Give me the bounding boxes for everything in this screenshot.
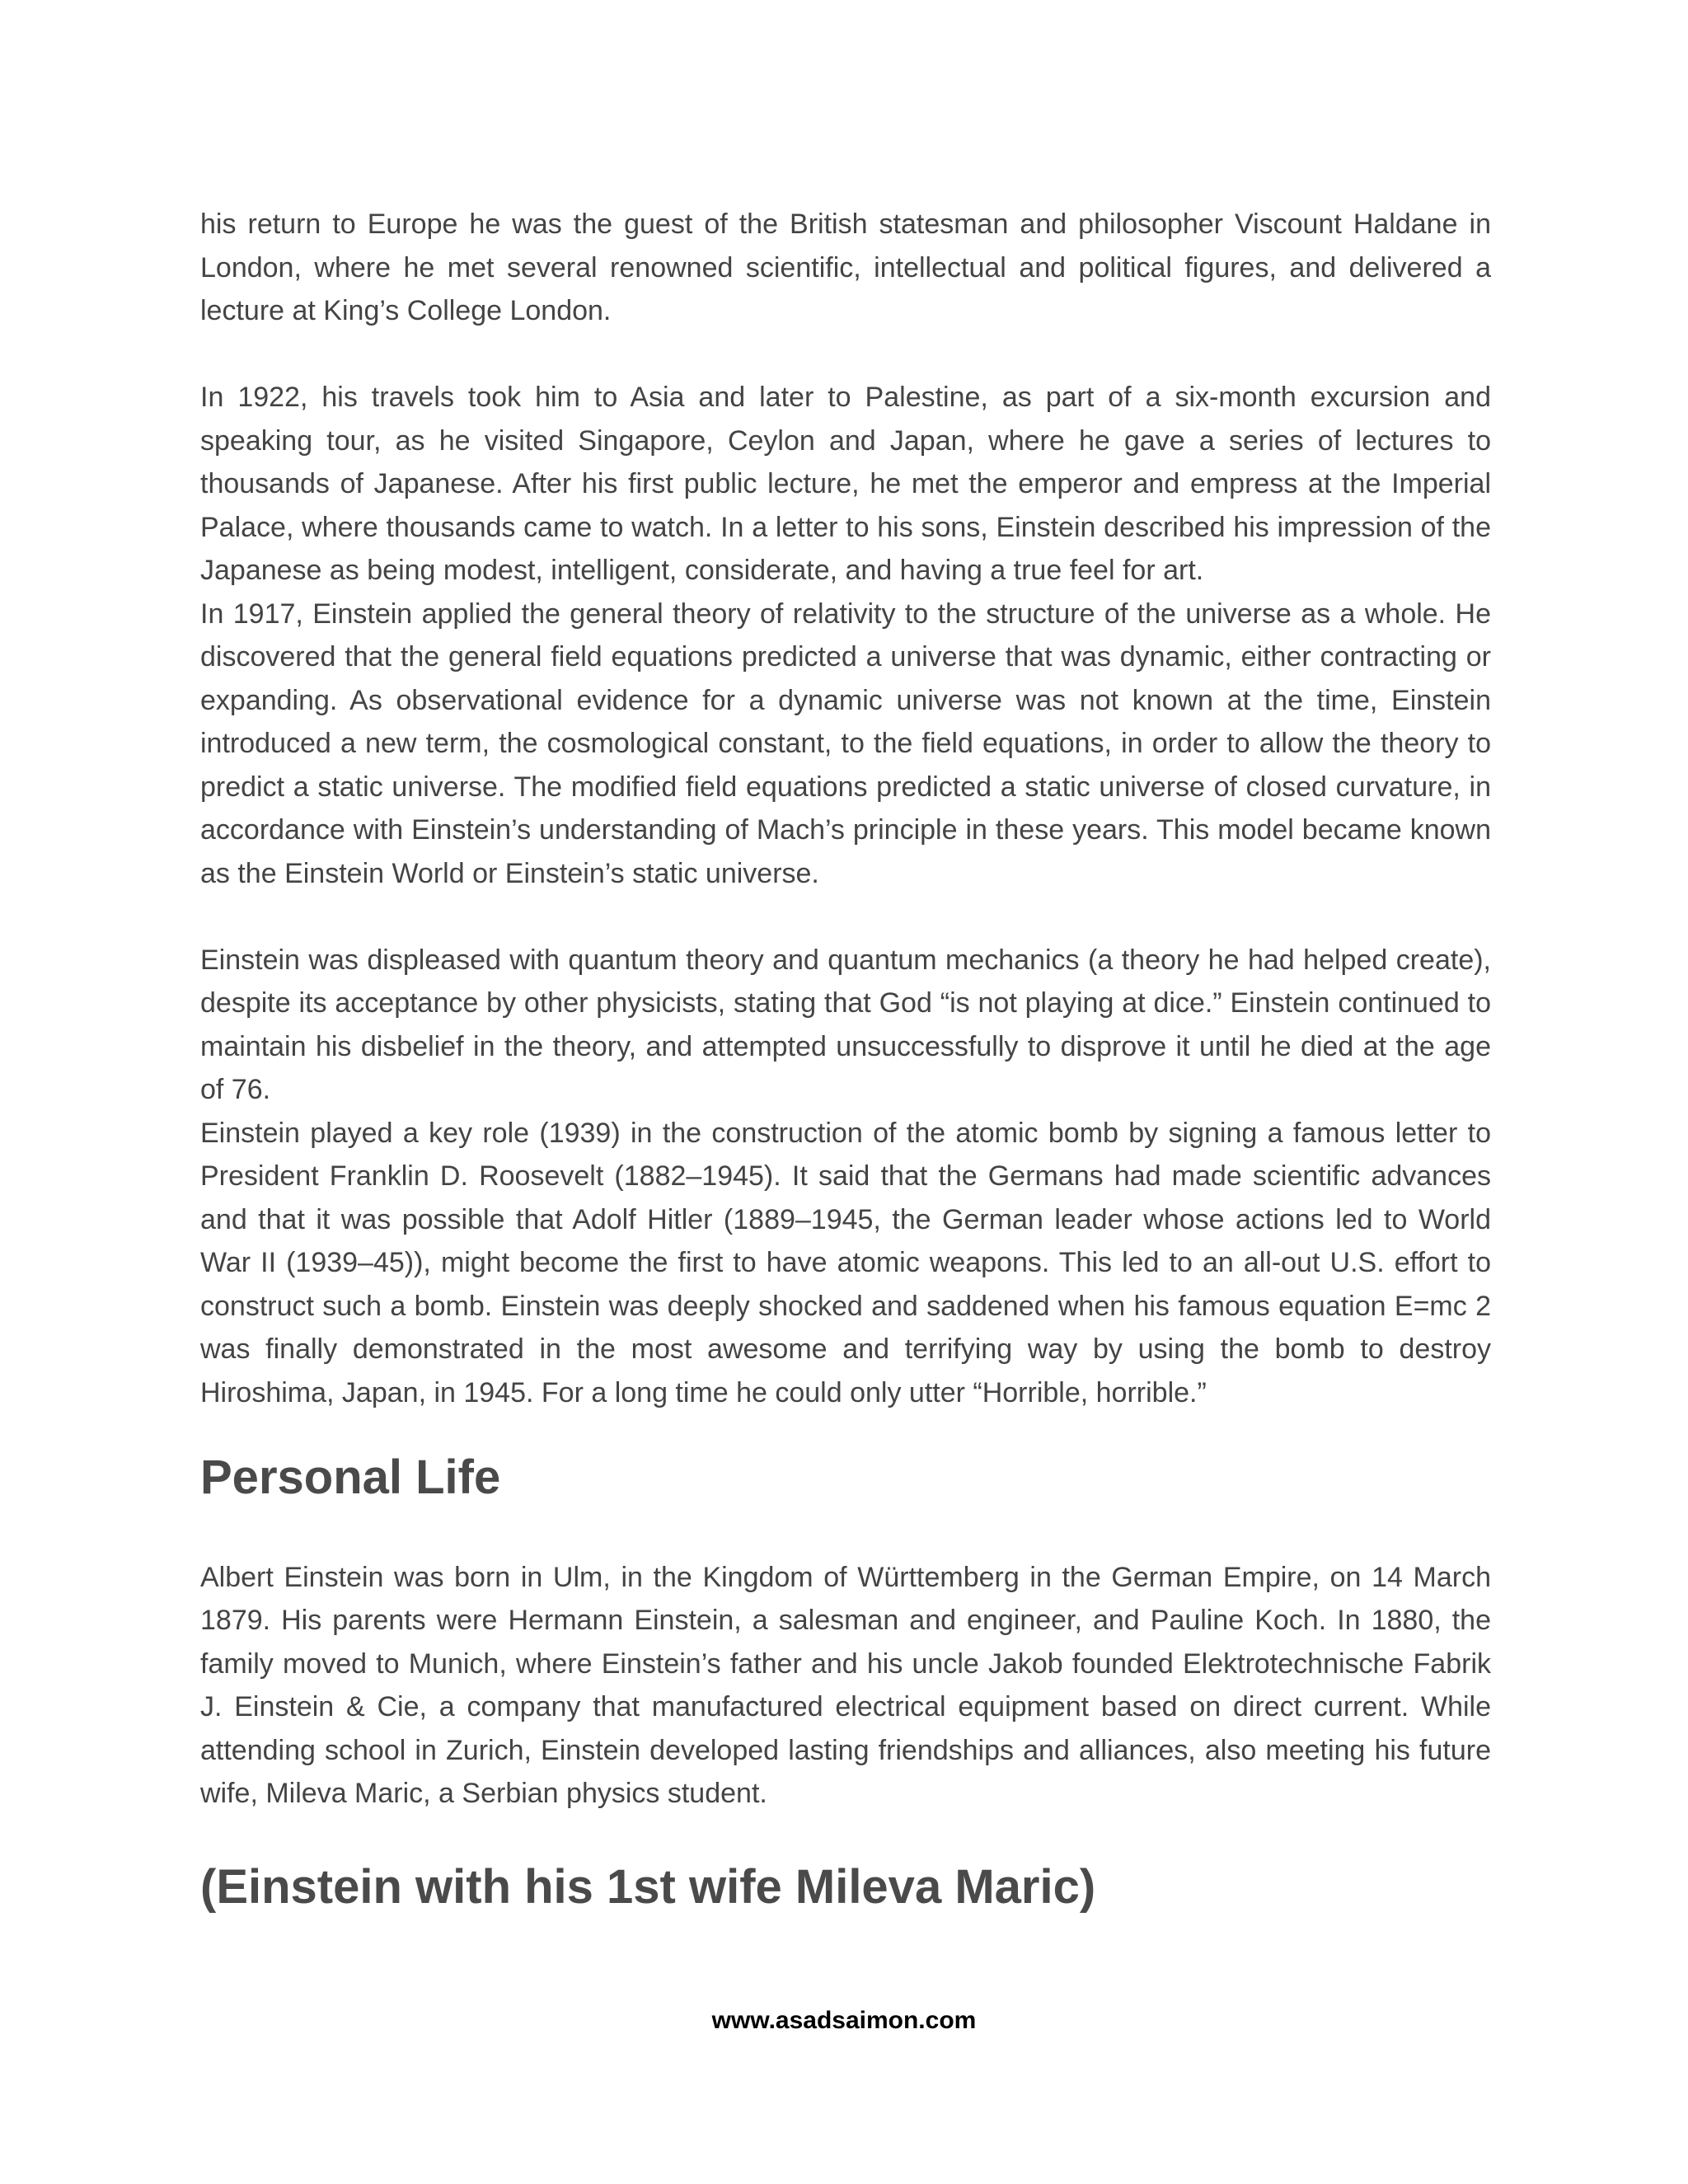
paragraph-europe-return: his return to Europe he was the guest of the British statesman and philosopher Viscount Haldane in London, where he met several renowned scientific, intellectual and political figures, and delivered a lecture at King’s College London. [200,209,1491,326]
paragraph-gap [200,895,1491,939]
paragraph-quantum-theory: Einstein was displeased with quantum theory and quantum mechanics (a theory he had helped create), despite its acceptance by other physicists, stating that God “is not playing at dice.” Einstein continued to maintain his disbelief in the theory, and attempted unsuccessfully to disprove it until he died at the age of 76. [200,944,1491,1105]
heading-photo-caption: (Einstein with his 1st wife Mileva Maric) [200,1859,1096,1914]
paragraph-gap [200,333,1491,377]
document-body [200,203,1491,1915]
paragraph-asia-travels: In 1922, his travels took him to Asia and later to Palestine, as part of a six-month excursion and speaking tour, as he visited Singapore, Ceylon and Japan, where he gave a series of lectures to thousands of Japanese. After his first public lecture, he met the emperor and empress at the Imperial Palace, where thousands came to watch. In a letter to his sons, Einstein described his impression of the Japanese as being modest, intelligent, considerate, and having a true feel for art. [200,382,1491,586]
heading-personal-life: Personal Life [200,1451,501,1504]
paragraph-early-life: Albert Einstein was born in Ulm, in the Kingdom of Württemberg in the German Empire, on 14 March 1879. His parents were Hermann Einstein, a salesman and engineer, and Pauline Koch. In 1880, the family moved to Munich, where Einstein’s father and his uncle Jakob founded Elektrotechnische Fabrik J. Einstein & Cie, a company that manufactured electrical equipment based on direct current. While attending school in Zurich, Einstein developed lasting friendships and alliances, also meeting his future wife, Mileva Maric, a Serbian physics student. [200,1561,1491,1810]
paragraph-atomic-bomb: Einstein played a key role (1939) in the construction of the atomic bomb by signing a famous letter to President Franklin D. Roosevelt (1882–1945). It said that the Germans had made scientific advances and that it was possible that Adolf Hitler (1889–1945, the German leader whose actions led to World War II (1939–45)), might become the first to have atomic weapons. This led to an all-out U.S. effort to construct such a bomb. Einstein was deeply shocked and saddened when his famous equation E=mc 2 was finally demonstrated in the most awesome and terrifying way by using the bomb to destroy Hiroshima, Japan, in 1945. For a long time he could only utter “Horrible, horrible.” [200,1117,1491,1408]
paragraph-static-universe: In 1917, Einstein applied the general theory of relativity to the structure of the universe as a whole. He discovered that the general field equations predicted a universe that was dynamic, either contracting or expanding. As observational evidence for a dynamic universe was not known at the time, Einstein introduced a new term, the cosmological constant, to the field equations, in order to allow the theory to predict a static universe. The modified field equations predicted a static universe of closed curvature, in accordance with Einstein’s understanding of Mach’s principle in these years. This model became known as the Einstein World or Einstein’s static universe. [200,598,1491,889]
footer-website: www.asadsaimon.com [711,2007,977,2034]
